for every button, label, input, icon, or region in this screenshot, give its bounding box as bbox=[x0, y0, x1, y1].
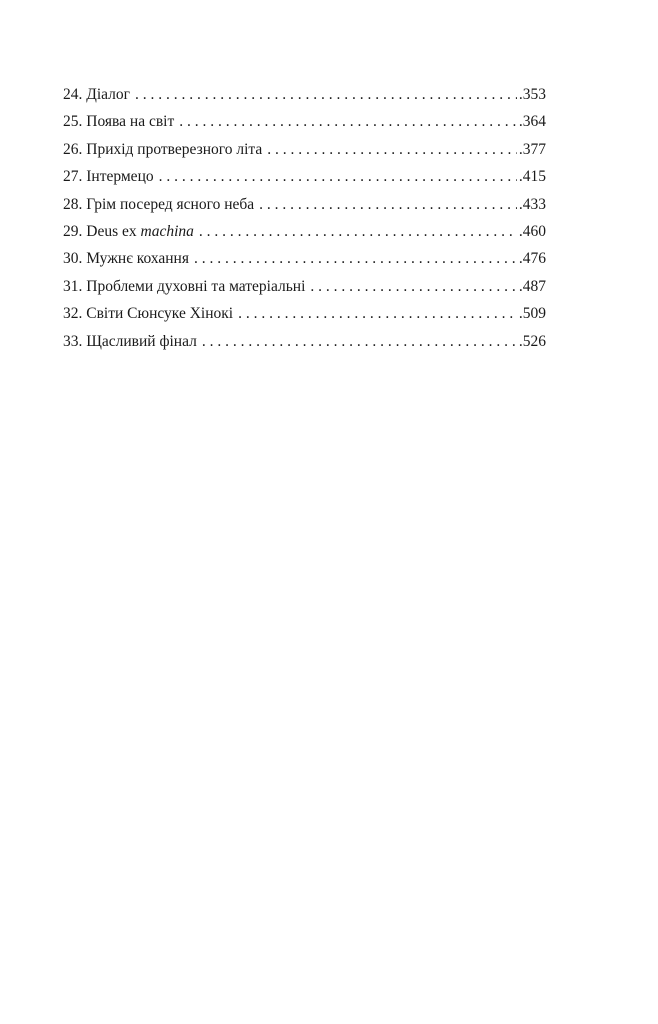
toc-dot-leader bbox=[135, 86, 517, 104]
toc-dot-leader bbox=[199, 223, 517, 241]
toc-entry-page: .526 bbox=[518, 332, 546, 350]
toc-entry-page: .433 bbox=[518, 195, 546, 213]
toc-entry bbox=[63, 196, 546, 223]
toc-dot-leader bbox=[238, 305, 517, 323]
toc-dot-leader bbox=[159, 168, 517, 186]
toc-dot-leader bbox=[259, 196, 517, 214]
toc-entry bbox=[63, 113, 546, 140]
toc-entry-title: 30. Мужнє кохання bbox=[63, 250, 189, 268]
toc-entry bbox=[63, 278, 546, 305]
toc-entry-page: .353 bbox=[518, 86, 546, 103]
toc-entry-page: .377 bbox=[518, 140, 546, 158]
toc-entry bbox=[63, 333, 546, 360]
toc-entry-title: 29. Deus ex machina bbox=[63, 222, 194, 240]
toc-entry bbox=[63, 223, 546, 250]
toc-entry-title: 32. Світи Сюнсуке Хінокі bbox=[63, 305, 234, 323]
toc-entry-title: 24. Діалог bbox=[63, 86, 130, 103]
toc-dot-leader bbox=[202, 333, 517, 351]
toc-entry bbox=[63, 305, 546, 332]
toc-entry-page: .509 bbox=[518, 305, 546, 323]
table-of-contents bbox=[63, 86, 546, 360]
toc-entry-page: .476 bbox=[518, 250, 546, 268]
toc-entry-title: 31. Проблеми духовні та матеріальні bbox=[63, 277, 306, 295]
toc-dot-leader bbox=[194, 250, 517, 268]
toc-entry-title: 28. Грім посеред ясного неба bbox=[63, 195, 255, 213]
toc-dot-leader bbox=[179, 113, 517, 131]
toc-entry-title: 26. Прихід протверезного літа bbox=[63, 140, 263, 158]
toc-entry bbox=[63, 141, 546, 168]
toc-entry-page: .487 bbox=[518, 277, 546, 295]
toc-entry-title: 27. Інтермецо bbox=[63, 168, 154, 186]
toc-entry bbox=[63, 86, 546, 113]
toc-entry-page: .460 bbox=[518, 222, 546, 240]
toc-entry-title: 33. Щасливий фінал bbox=[63, 332, 197, 350]
toc-entry bbox=[63, 168, 546, 195]
toc-dot-leader bbox=[267, 141, 517, 159]
toc-entry-page: .364 bbox=[518, 113, 546, 131]
toc-entry-title: 25. Поява на світ bbox=[63, 113, 175, 131]
toc-entry-page: .415 bbox=[518, 168, 546, 186]
toc-entry bbox=[63, 250, 546, 277]
toc-dot-leader bbox=[310, 278, 516, 296]
